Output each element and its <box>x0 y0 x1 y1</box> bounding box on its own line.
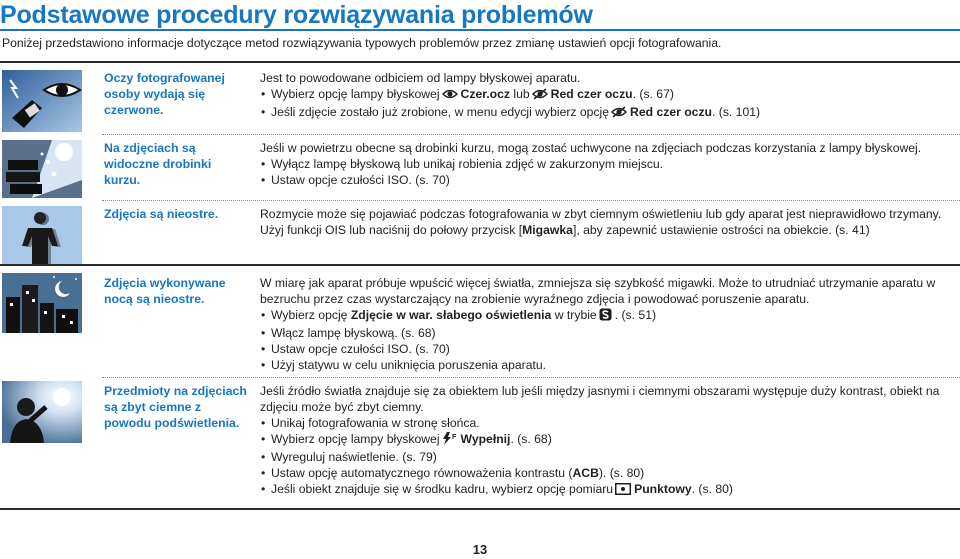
row-separator <box>102 134 960 135</box>
solution-dust <box>260 140 960 188</box>
solution-bullet: • Unikaj fotografowania w stronę słońca. <box>260 415 960 431</box>
title-underline <box>0 29 960 31</box>
blurry-photo-illustration <box>2 206 82 264</box>
red-eye-illustration <box>2 70 82 132</box>
solution-red-eye <box>260 70 960 122</box>
solution-bullet: • Ustaw opcje czułości ISO. (s. 70) <box>260 172 960 188</box>
cause-red-eye: Oczy fotografowanej osoby wydają się czerwone. <box>104 71 225 117</box>
red-eye-flash-icon <box>442 88 458 104</box>
solution-bullet: • Jeśli zdjęcie zostało już zrobione, w menu edycji wybierz opcję Red czer oczu. (s. 101) <box>260 104 960 122</box>
solution-bullet: • Ustaw opcję automatycznego równoważenia kontrastu (ACB). (s. 80) <box>260 465 960 481</box>
red-eye-fix-icon <box>532 88 548 104</box>
cause-night-blur: Zdjęcia wykonywane nocą są nieostre. <box>104 276 226 306</box>
section-divider-bottom <box>0 508 960 510</box>
solution-bullet: • Wyłącz lampę błyskową lub unikaj robienia zdjęć w zakurzonym miejscu. <box>260 156 960 172</box>
page-title: Podstawowe procedury rozwiązywania problemów <box>0 1 593 29</box>
solution-bullet: • Wybierz opcję Zdjęcie w war. słabego oświetlenia w trybie . (s. 51) <box>260 307 960 325</box>
solution-bullet: • Użyj statywu w celu uniknięcia poruszenia aparatu. <box>260 357 960 373</box>
intro-text: Poniżej przedstawiono informacje dotyczące metod rozwiązywania typowych problemów przez zmianę ustawień opcji fotografowania. <box>2 36 722 50</box>
row-separator <box>102 377 960 378</box>
cause-blurry: Zdjęcia są nieostre. <box>104 207 219 221</box>
solution-bullet: • Ustaw opcje czułości ISO. (s. 70) <box>260 341 960 357</box>
solution-bullet: • Wybierz opcję lampy błyskowej F Wypełnij. (s. 68) <box>260 431 960 449</box>
section-divider-top <box>0 61 960 63</box>
solution-lead: Jeśli w powietrzu obecne są drobinki kurzu, mogą zostać uchwycone na zdjęciach podczas korzystania z lampy błyskowej. <box>260 141 922 155</box>
solution-lead: Jest to powodowane odbiciem od lampy błyskowej aparatu. <box>260 71 581 85</box>
backlit-subject-illustration <box>2 381 82 443</box>
solution-bullet: • Wyreguluj naświetlenie. (s. 79) <box>260 449 960 465</box>
cause-backlight: Przedmioty na zdjęciach są zbyt ciemne z powodu podświetlenia. <box>104 384 247 430</box>
red-eye-fix-icon <box>611 106 627 122</box>
fill-flash-icon <box>442 432 458 449</box>
solution-lead: Jeśli źródło światła znajduje się za obiektem lub jeśli między jasnymi i ciemnymi obszarami występuje duży kontrast, obiekt na zdjęciu może być zbyt ciemny. <box>260 384 940 414</box>
cause-dust: Na zdjęciach są widoczne drobinki kurzu. <box>104 141 212 187</box>
dust-illustration <box>2 140 82 198</box>
solution-lead: W miarę jak aparat próbuje wpuścić więcej światła, zmniejsza się szybkość migawki. Może to utrudniać utrzymanie aparatu w bezruchu przez czas wystarczający na zrobienie wyraźnego zdjęcia i powodować poruszenie aparatu. <box>260 276 936 306</box>
svg-text:F: F <box>451 434 456 441</box>
page-number: 13 <box>472 542 488 557</box>
solution-bullet: • Włącz lampę błyskową. (s. 68) <box>260 325 960 341</box>
section-divider <box>0 264 960 266</box>
spot-metering-icon <box>615 483 631 499</box>
solution-night-blur <box>260 275 960 373</box>
solution-bullet: • Jeśli obiekt znajduje się w środku kadru, wybierz opcję pomiaru Punktowy. (s. 80) <box>260 481 960 499</box>
solution-line: Użyj funkcji OIS lub naciśnij do połowy przycisk [Migawka], aby zapewnić ustawienie ostrości na obiekcie. (s. 41) <box>260 223 870 237</box>
night-scene-illustration <box>2 273 82 333</box>
shutter-key: Migawka <box>522 223 573 237</box>
row-separator <box>102 200 960 201</box>
solution-blurry <box>260 206 960 238</box>
solution-lead: Rozmycie może się pojawiać podczas fotografowania w zbyt ciemnym oświetleniu lub gdy aparat jest nieprawidłowo trzymany. <box>260 207 942 221</box>
solution-backlight <box>260 383 960 499</box>
smart-mode-icon <box>599 308 612 325</box>
solution-bullet: • Wybierz opcję lampy błyskowej Czer.ocz lub Red czer oczu. (s. 67) <box>260 86 960 104</box>
